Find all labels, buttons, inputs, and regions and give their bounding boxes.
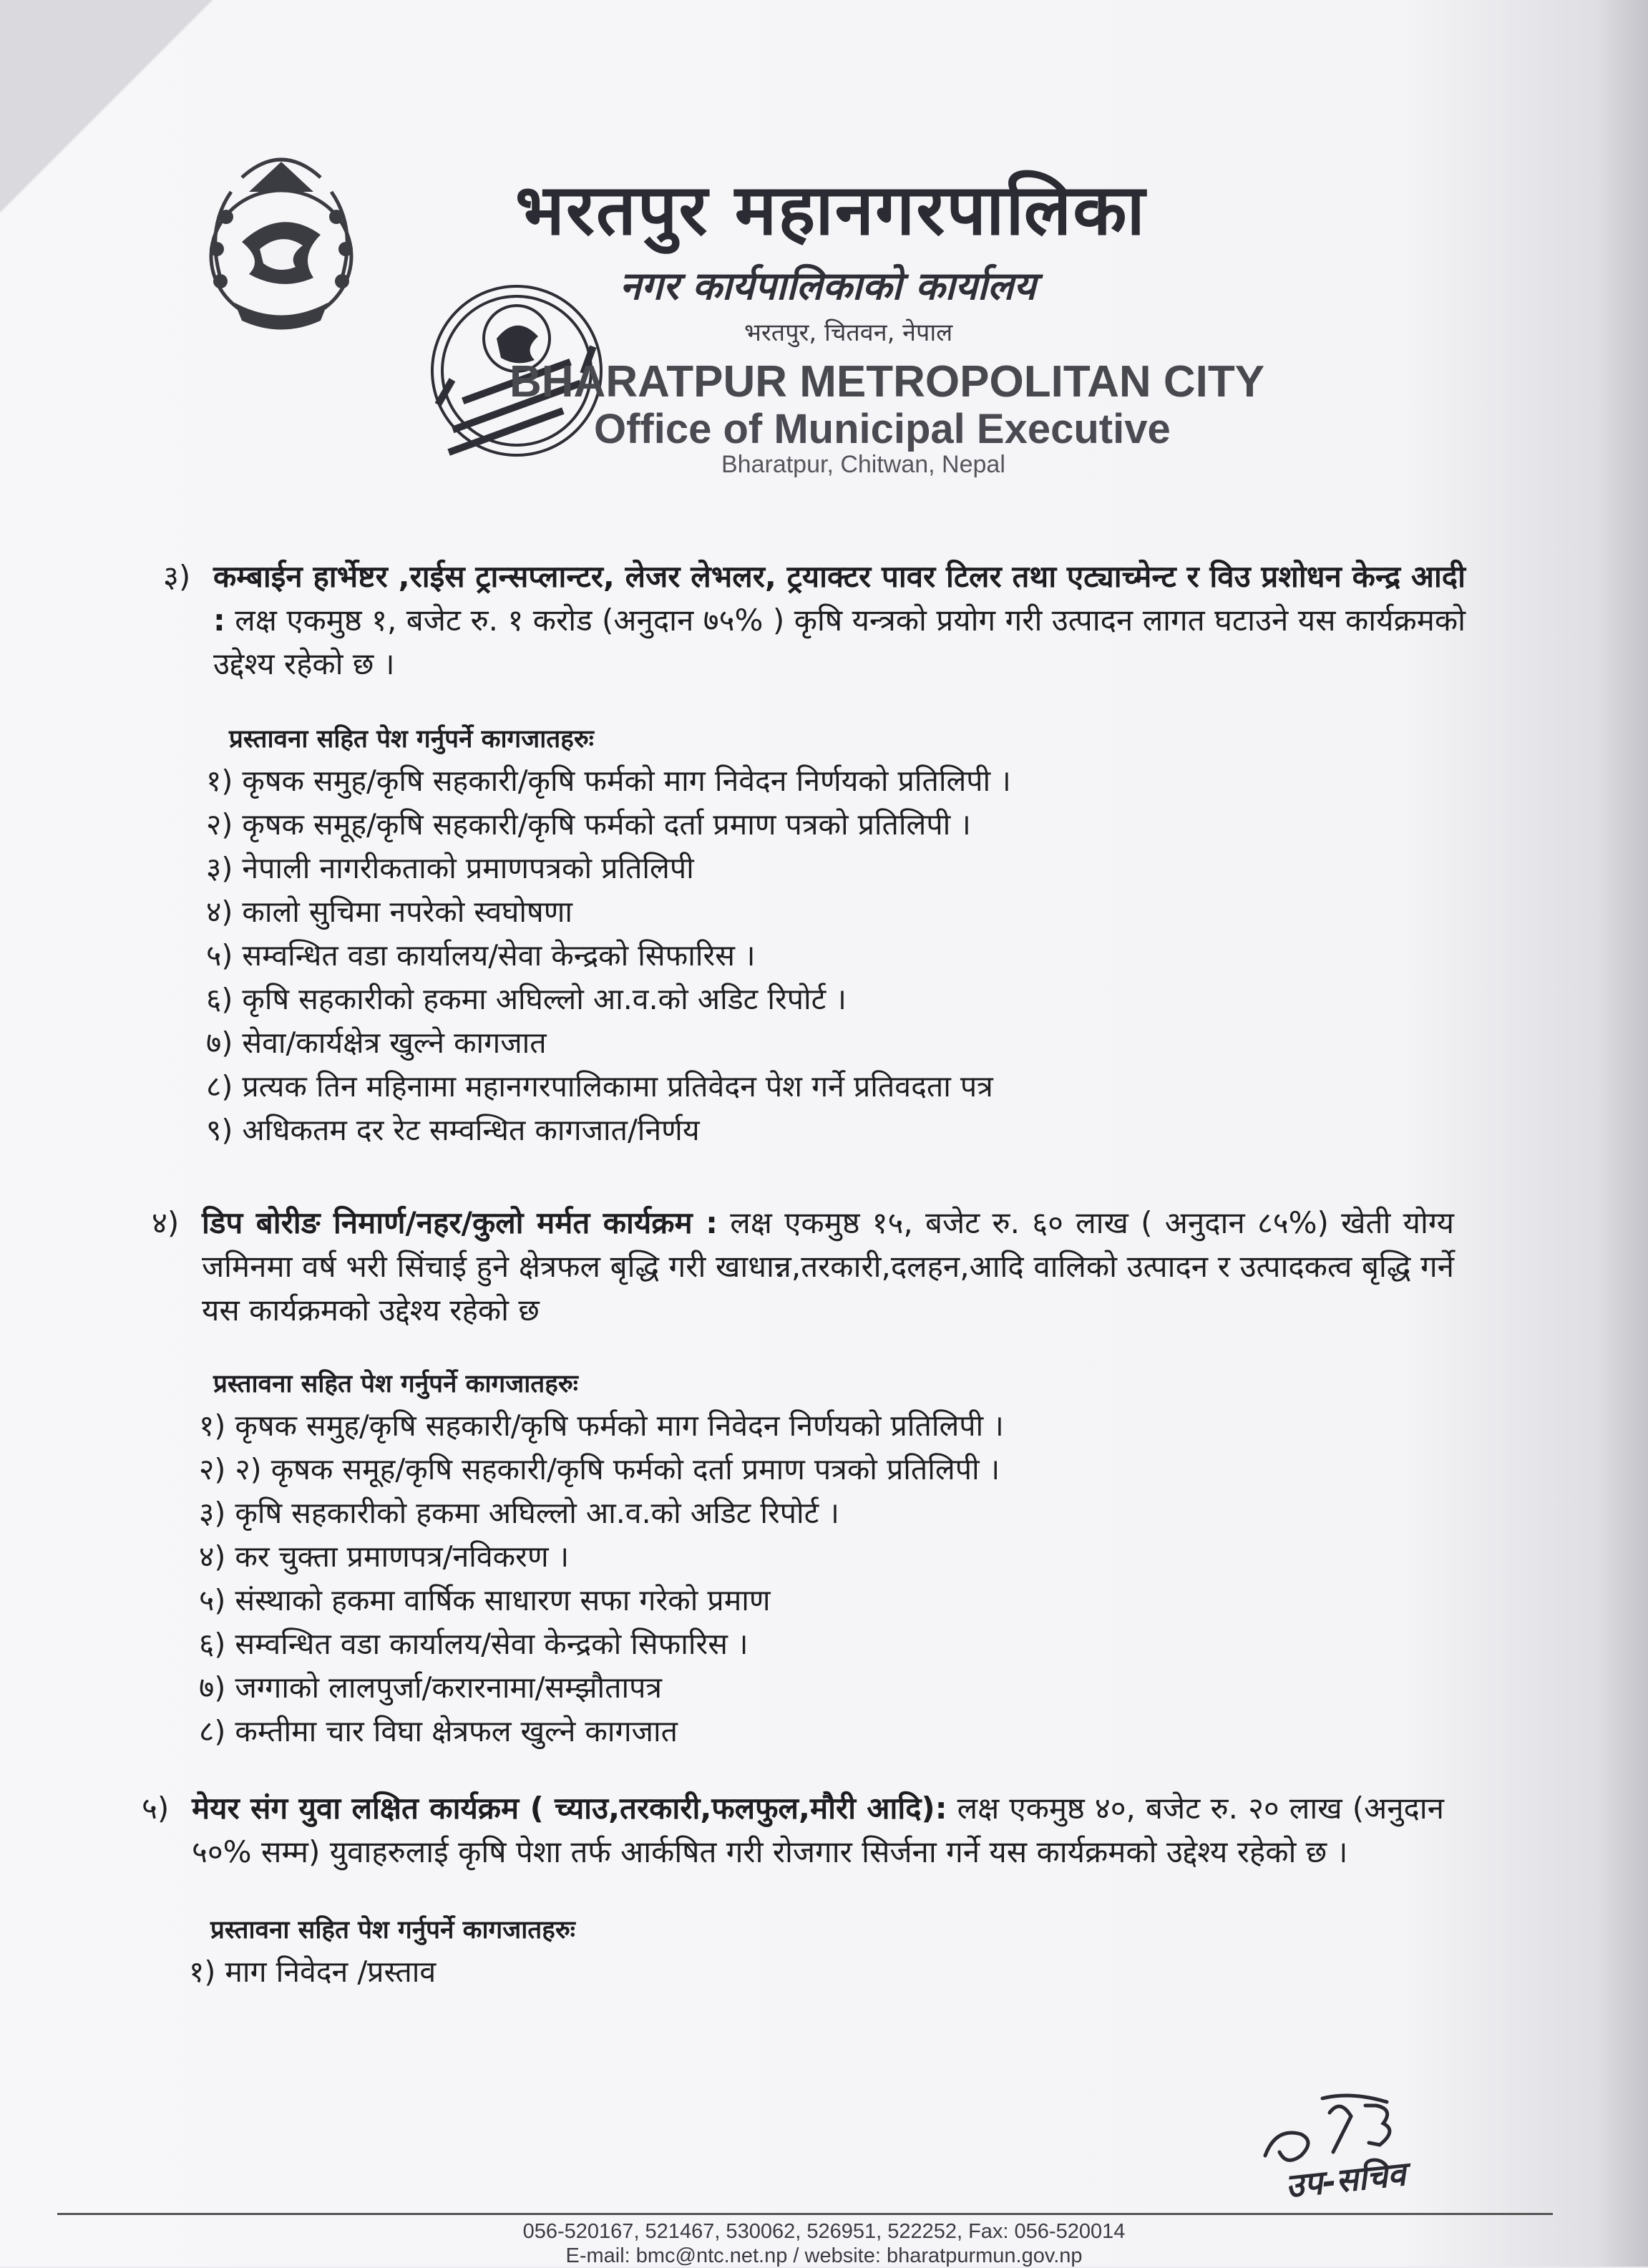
list-item: २) कृषक समूह/कृषि सहकारी/कृषि फर्मको दर्ता प्रमाण पत्रको प्रतिलिपी ।: [206, 807, 971, 842]
page-edge-shadow: [1598, 0, 1648, 2267]
office-address-english: Bharatpur, Chitwan, Nepal: [721, 451, 1005, 478]
program-title: कम्बाईन हार्भेष्टर ,राईस ट्रान्सप्लान्टर, लेजर लेभलर, ट्रयाक्टर पावर टिलर तथा एट्याच्मेन्ट र विउ प्रशोधन केन्द्र आदी :: [213, 559, 1466, 638]
office-title-english: BHARATPUR METROPOLITAN CITY: [509, 357, 1265, 407]
list-item: ७) जग्गाको लालपुर्जा/करारनामा/सम्झौतापत्र: [199, 1670, 663, 1705]
list-item: ३) नेपाली नागरीकताको प्रमाणपत्रको प्रतिलिपी: [206, 851, 694, 885]
list-item: १) माग निवेदन /प्रस्ताव: [189, 1955, 437, 1989]
nepal-emblem-logo: [192, 149, 371, 342]
office-subtitle-english: Office of Municipal Executive: [594, 406, 1171, 452]
required-documents-heading: प्रस्तावना सहित पेश गर्नुपर्ने कागजातहरुः: [210, 1916, 575, 1945]
list-item: ५) सम्वन्धित वडा कार्यालय/सेवा केन्द्रको सिफारिस ।: [206, 938, 756, 973]
program-heading: [142, 1786, 1444, 1874]
office-subtitle-nepali: नगर कार्यपालिकाको कार्यालय: [620, 263, 1036, 308]
office-title-nepali: भरतपुर महानगरपालिका: [515, 169, 1146, 251]
program-heading: [163, 555, 1466, 686]
program-number: ४): [152, 1205, 180, 1240]
program-number: ३): [163, 559, 191, 594]
list-item: ९) अधिकतम दर रेट सम्वन्धित कागजात/निर्णय: [206, 1113, 700, 1147]
program-title: मेयर संग युवा लक्षित कार्यक्रम ( च्याउ,तरकारी,फलफुल,मौरी आदि):: [192, 1791, 947, 1826]
footer-contact-email: E-mail: bmc@ntc.net.np / website: bharatpurmun.gov.np: [565, 2244, 1083, 2267]
list-item: ७) सेवा/कार्यक्षेत्र खुल्ने कागजात: [206, 1026, 547, 1060]
program-section: [142, 1786, 1444, 1994]
program-description: लक्ष एकमुष्ठ १५, बजेट रु. ६० लाख ( अनुदान ८५%) खेती योग्य जमिनमा वर्ष भरी सिंचाई हुने क्षेत्रफल बृद्धि गरी खाधान्न,तरकारी,दलहन,आदि वालिको उत्पादन र उत्पादकत्व बृद्धि गर्ने यस कार्यक्रमको उद्देश्य रहेको छ: [202, 1205, 1455, 1328]
footer-contact-phones: 056-520167, 521467, 530062, 526951, 522252, Fax: 056-520014: [522, 2220, 1126, 2243]
program-number: ५): [142, 1791, 170, 1826]
program-section: [163, 555, 1466, 1152]
required-documents-heading: प्रस्तावना सहित पेश गर्नुपर्ने कागजातहरुः: [229, 725, 594, 754]
list-item: ८) प्रत्यक तिन महिनामा महानगरपालिकामा प्रतिवेदन पेश गर्ने प्रतिवदता पत्र: [206, 1069, 993, 1104]
office-address-nepali: भरतपुर, चितवन, नेपाल: [744, 318, 953, 347]
program-title: डिप बोरीङ निमार्ण/नहर/कुलो मर्मत कार्यक्रम :: [202, 1205, 718, 1240]
footer-divider: [57, 2213, 1553, 2215]
required-documents-list: [142, 1950, 1444, 1994]
program-heading: [152, 1201, 1454, 1332]
signatory-title: उप-सचिव: [1283, 2154, 1408, 2206]
list-item: ३) कृषि सहकारीको हकमा अघिल्लो आ.व.को अडिट रिपोर्ट ।: [199, 1496, 839, 1530]
program-section: [152, 1201, 1454, 1753]
list-item: ५) संस्थाको हकमा वार्षिक साधारण सफा गरेको प्रमाण: [199, 1583, 771, 1617]
folded-corner: [0, 0, 215, 215]
list-item: ६) कृषि सहकारीको हकमा अघिल्लो आ.व.को अडिट रिपोर्ट ।: [206, 982, 847, 1016]
list-item: ४) कर चुक्ता प्रमाणपत्र/नविकरण ।: [199, 1539, 570, 1574]
program-description: लक्ष एकमुष्ठ ४०, बजेट रु. २० लाख (अनुदान ५०% सम्म) युवाहरुलाई कृषि पेशा तर्फ आर्कषित गरी रोजगार सिर्जना गर्ने यस कार्यक्रमको उद्देश्य रहेको छ ।: [192, 1791, 1444, 1869]
list-item: १) कृषक समुह/कृषि सहकारी/कृषि फर्मको माग निवेदन निर्णयको प्रतिलिपी ।: [199, 1408, 1004, 1443]
required-documents-list: [163, 759, 1466, 1152]
document-body: [142, 555, 1466, 1994]
required-documents-list: [152, 1404, 1454, 1753]
list-item: १) कृषक समुह/कृषि सहकारी/कृषि फर्मको माग निवेदन निर्णयको प्रतिलिपी ।: [206, 764, 1011, 798]
list-item: २) २) कृषक समूह/कृषि सहकारी/कृषि फर्मको दर्ता प्रमाण पत्रको प्रतिलिपी ।: [199, 1452, 1000, 1486]
list-item: ८) कम्तीमा चार विघा क्षेत्रफल खुल्ने कागजात: [199, 1714, 678, 1748]
program-description: लक्ष एकमुष्ठ १, बजेट रु. १ करोड (अनुदान ७५% ) कृषि यन्त्रको प्रयोग गरी उत्पादन लागत घटाउने यस कार्यक्रमको उद्देश्य रहेको छ ।: [213, 603, 1466, 681]
list-item: ४) कालो सुचिमा नपरेको स्वघोषणा: [206, 895, 572, 929]
required-documents-heading: प्रस्तावना सहित पेश गर्नुपर्ने कागजातहरुः: [213, 1370, 578, 1398]
list-item: ६) सम्वन्धित वडा कार्यालय/सेवा केन्द्रको सिफारिस ।: [199, 1627, 749, 1661]
